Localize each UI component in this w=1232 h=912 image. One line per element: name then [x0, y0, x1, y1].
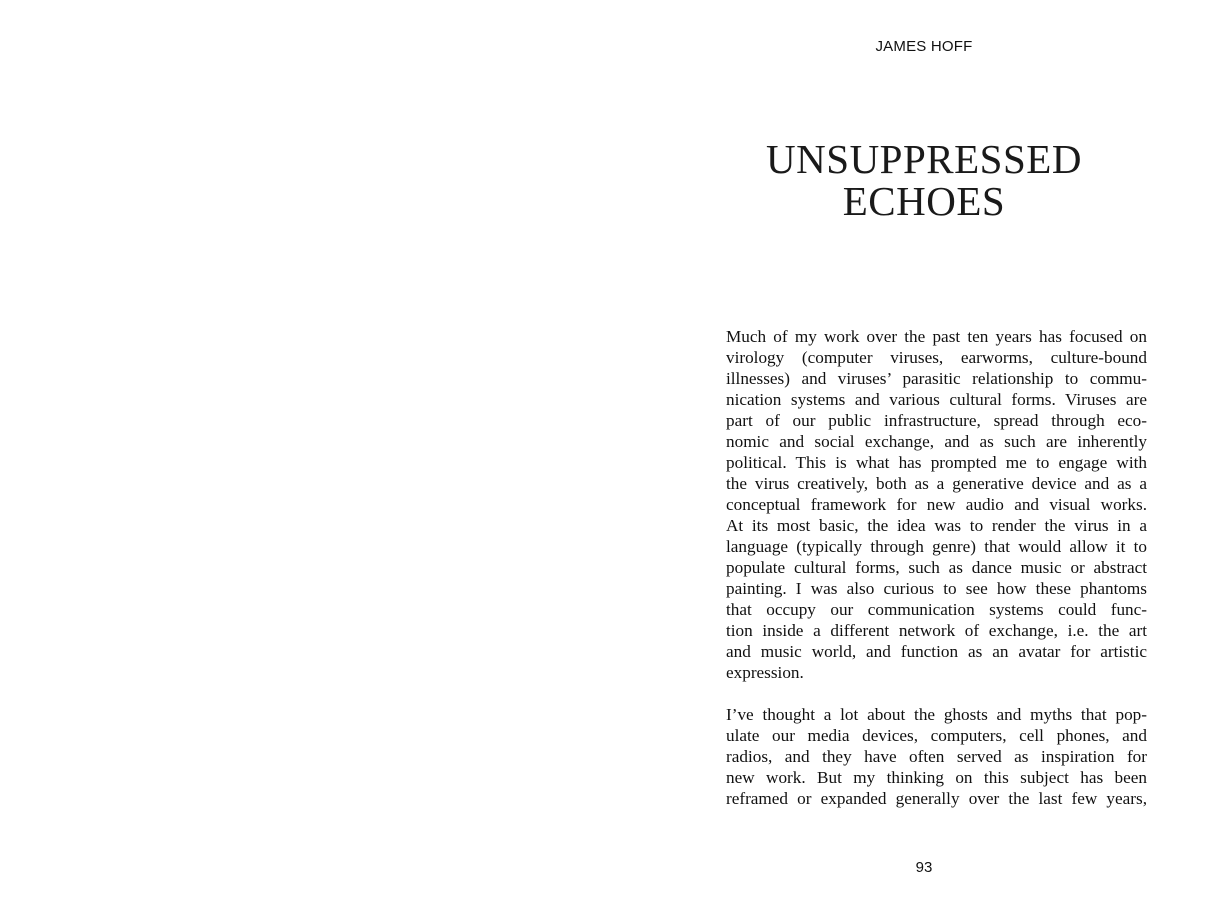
text-line: tion inside a different network of exchange, i.e. the art — [726, 621, 1147, 640]
text-line: ulate our media devices, computers, cell phones, and — [726, 726, 1147, 745]
chapter-title — [616, 138, 1232, 222]
paragraph-gap — [726, 683, 1147, 704]
running-head-author: JAMES HOFF — [875, 38, 973, 55]
paragraph-1 — [726, 326, 1147, 683]
text-line: part of our public infrastructure, spread through eco- — [726, 411, 1147, 430]
text-line: At its most basic, the idea was to render the virus in a — [726, 516, 1147, 535]
text-line: illnesses) and viruses’ parasitic relationship to commu- — [726, 369, 1147, 388]
paragraph-2 — [726, 704, 1147, 809]
text-line: and music world, and function as an avatar for artistic — [726, 642, 1147, 661]
right-page — [616, 0, 1232, 912]
page-number: 93 — [915, 859, 933, 876]
text-line: political. This is what has prompted me to engage with — [726, 453, 1147, 472]
text-line: populate cultural forms, such as dance music or abstract — [726, 558, 1147, 577]
text-line: reframed or expanded generally over the last few years, — [726, 789, 1147, 808]
text-line: that occupy our communication systems could func- — [726, 600, 1147, 619]
text-line: nication systems and various cultural forms. Viruses are — [726, 390, 1147, 409]
text-line: new work. But my thinking on this subject has been — [726, 768, 1147, 787]
text-line: expression. — [726, 663, 804, 682]
text-line: language (typically through genre) that would allow it to — [726, 537, 1147, 556]
text-line: Much of my work over the past ten years has focused on — [726, 327, 1147, 346]
text-line: conceptual framework for new audio and visual works. — [726, 495, 1147, 514]
chapter-title-line-1: UNSUPPRESSED — [766, 136, 1082, 182]
text-line: painting. I was also curious to see how these phantoms — [726, 579, 1147, 598]
body-text — [726, 326, 1147, 809]
text-line: I’ve thought a lot about the ghosts and myths that pop- — [726, 705, 1147, 724]
text-line: the virus creatively, both as a generative device and as a — [726, 474, 1147, 493]
text-line: radios, and they have often served as inspiration for — [726, 747, 1147, 766]
chapter-title-line-2: ECHOES — [842, 178, 1006, 224]
text-line: virology (computer viruses, earworms, culture-bound — [726, 348, 1147, 367]
text-line: nomic and social exchange, and as such are inherently — [726, 432, 1147, 451]
